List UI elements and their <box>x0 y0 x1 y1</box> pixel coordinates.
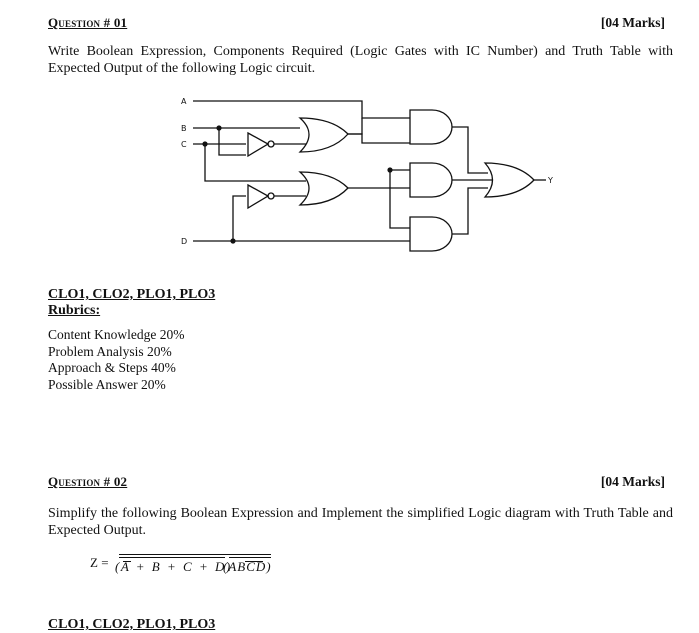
overall-overbar <box>119 554 271 555</box>
and-gate-2 <box>410 163 452 197</box>
junction-c <box>202 141 207 146</box>
question-2-outcomes: CLO1, CLO2, PLO1, PLO3 <box>48 617 216 632</box>
expression-lhs: Z = <box>90 555 109 570</box>
question-1-marks: [04 Marks] <box>600 15 665 30</box>
sum-overbar <box>119 557 225 558</box>
product-overbar <box>229 557 271 558</box>
label-y: Y <box>548 176 553 185</box>
question-1-outcomes: CLO1, CLO2, PLO1, PLO3 <box>48 287 216 302</box>
and-gate-3 <box>410 217 452 251</box>
junction-or2 <box>387 167 392 172</box>
rubric-list <box>48 327 184 393</box>
label-a: A <box>181 97 187 106</box>
rubrics-title: Rubrics: <box>48 303 101 318</box>
and-gate-1 <box>410 110 452 144</box>
wire-and1-out <box>452 127 488 173</box>
wire-b-tap <box>219 128 246 155</box>
or-gate-1 <box>300 118 348 152</box>
expression-product: (ABCD) <box>223 559 272 574</box>
label-d: D <box>181 237 188 246</box>
junction-b <box>216 125 221 130</box>
question-2-title: Question # 02 <box>48 474 128 489</box>
or-gate-2 <box>300 172 348 205</box>
rubric-item: Approach & Steps 40% <box>48 360 176 375</box>
not-gate-2 <box>248 185 268 208</box>
wire-d-tap <box>233 196 246 241</box>
question-2-marks: [04 Marks] <box>600 474 665 489</box>
question-1-text: Write Boolean Expression, Components Required (Logic Gates with IC Number) and Truth Table with Expected Output of the following Logic circuit. <box>48 44 673 76</box>
question-2-text: Simplify the following Boolean Expression and Implement the simplified Logic diagram with Truth Table and Expected Output. <box>48 506 673 538</box>
rubric-item: Problem Analysis 20% <box>48 343 172 359</box>
rubric-item: Content Knowledge 20% <box>48 327 185 342</box>
wire-or1-out <box>348 118 362 134</box>
wire-a <box>193 101 410 118</box>
label-b: B <box>181 124 187 133</box>
boolean-expression <box>113 553 273 577</box>
junction-d <box>230 238 235 243</box>
question-1-title: Question # 01 <box>48 15 128 30</box>
label-c: C <box>181 140 187 149</box>
or-gate-3 <box>485 163 534 197</box>
wire-and3-out <box>452 188 488 234</box>
wire-or2-out <box>348 188 410 228</box>
not-gate-1 <box>248 133 268 156</box>
expression-sum: (A + B + C + D) <box>115 559 232 574</box>
wire-c-tap <box>205 144 306 181</box>
rubric-item: Possible Answer 20% <box>48 376 166 392</box>
